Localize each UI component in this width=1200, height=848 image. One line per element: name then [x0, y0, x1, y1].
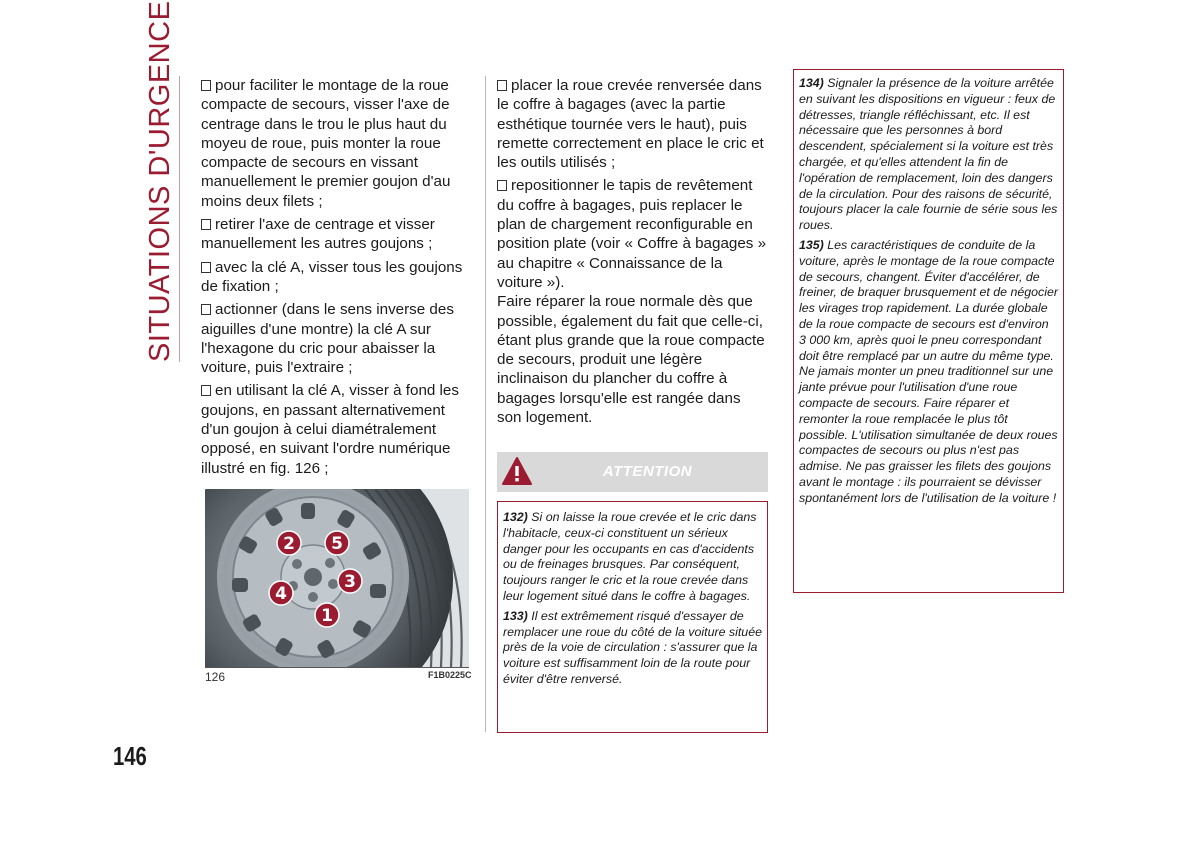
warning-notes-box-right [793, 69, 1064, 593]
bolt-label-2 [277, 531, 301, 555]
checkbox-icon [497, 180, 507, 191]
note-item: 133) Il est extrêmement risqué d'essayer de remplacer une roue du côté de la voiture située près de la voie de circulation : s'assurer que la voiture est suffisamment loin de la route pour éviter d'être renversé. [503, 608, 762, 686]
bolt-label-3 [338, 569, 362, 593]
checkbox-icon [201, 80, 211, 91]
list-item: repositionner le tapis de revêtement du coffre à bagages, puis replacer le plan de chargement reconfigurable en position plate (voir « Coffre à bagages » au chapitre « Connaissance de la voiture »). [497, 177, 767, 291]
checkbox-icon [201, 219, 211, 230]
column-2 [497, 76, 769, 431]
section-title [140, 0, 180, 362]
bolt-label-4 [269, 581, 293, 605]
checkbox-icon [201, 262, 211, 273]
section-title-rule [179, 76, 180, 362]
list-item: placer la roue crevée renversée dans le coffre à bagages (avec la partie esthétique tournée vers le haut), puis remette correctement en place le cric et les outils utilisés ; [497, 77, 764, 172]
checkbox-icon [201, 385, 211, 396]
figure-code: F1B0225C [428, 670, 472, 680]
wheel-figure [205, 489, 469, 667]
list-item: retirer l'axe de centrage et visser manuellement les autres goujons ; [201, 216, 435, 253]
wheel-illustration [205, 489, 469, 667]
warning-notes-box [497, 501, 768, 733]
svg-text:2: 2 [283, 534, 295, 554]
svg-text:1: 1 [321, 606, 333, 626]
bolt-label-1 [315, 603, 339, 627]
paragraph: Faire réparer la roue normale dès que possible, également du fait que celle-ci, étant plus grande que la roue compacte de secours, produit une légère inclinaison du plancher du coffre à bagages lorsqu'elle est rangée dans son logement. [497, 293, 765, 427]
note-item: 134) Signaler la présence de la voiture arrêtée en suivant les dispositions en vigueur : feux de détresses, triangle réfléchissant, etc. Il est nécessaire que les personnes à bord descendent, spécialement si la voiture est très chargée, et qu'elles attendent la fin de l'opération de remplacement, loin des dangers de la circulation. Pour des raisons de sécurité, toujours placer la cale fournie de série sous les roues. [799, 76, 1058, 233]
svg-text:5: 5 [331, 534, 343, 554]
svg-text:3: 3 [344, 572, 356, 592]
list-item: en utilisant la clé A, visser à fond les goujons, en passant alternativement d'un goujon à celui diamétralement opposé, en suivant l'ordre numérique illustré en fig. 126 ; [201, 382, 459, 477]
checkbox-icon [497, 80, 507, 91]
attention-banner [497, 452, 768, 492]
list-item: pour faciliter le montage de la roue compacte de secours, visser l'axe de centrage dans le trou le plus haut du moyeu de roue, puis monter la roue compacte de secours en vissant manuellement le premier goujon d'au moins deux filets ; [201, 77, 451, 210]
list-item: actionner (dans le sens inverse des aiguilles d'une montre) la clé A sur l'hexagone du cric pour abaisser la voiture, puis l'extraire ; [201, 301, 454, 377]
checkbox-icon [201, 304, 211, 315]
column-divider [485, 76, 486, 732]
page-number: 146 [113, 741, 147, 771]
figure-number: 126 [205, 670, 226, 684]
attention-title: ATTENTION [602, 463, 693, 480]
figure-divider [205, 667, 469, 668]
svg-text:4: 4 [275, 584, 287, 604]
bolt-label-5 [325, 531, 349, 555]
list-item: avec la clé A, visser tous les goujons de fixation ; [201, 258, 463, 295]
column-1 [201, 76, 473, 482]
section-title-text: SITUATIONS D'URGENCE [144, 0, 176, 362]
note-item: 135) Les caractéristiques de conduite de la voiture, après le montage de la roue compacte de secours, changent. Éviter d'accélérer, de freiner, de braquer brusquement et de négocier les virages trop rapidement. La durée globale de la roue compacte de secours est d'environ 3 000 km, après quoi le pneu correspondant doit être remplacé par un autre du même type. Ne jamais monter un pneu traditionnel sur une jante prévue pour l'utilisation d'une roue compacte de secours. Faire réparer et remonter la roue remplacée le plus tôt possible. L'utilisation simultanée de deux roues compactes de secours ou plus n'est pas admise. Ne pas graisser les filets des goujons avant le montage : ils pourraient se dévisser spontanément lors de l'utilisation de la voiture ! [799, 237, 1058, 505]
note-item: 132) Si on laisse la roue crevée et le cric dans l'habitacle, ceux-ci constituent un sérieux danger pour les occupants en cas d'accidents ou de freinages brusques. Par conséquent, toujours ranger le cric et la roue crevée dans leur logement situé dans le coffre à bagages. [503, 510, 757, 603]
